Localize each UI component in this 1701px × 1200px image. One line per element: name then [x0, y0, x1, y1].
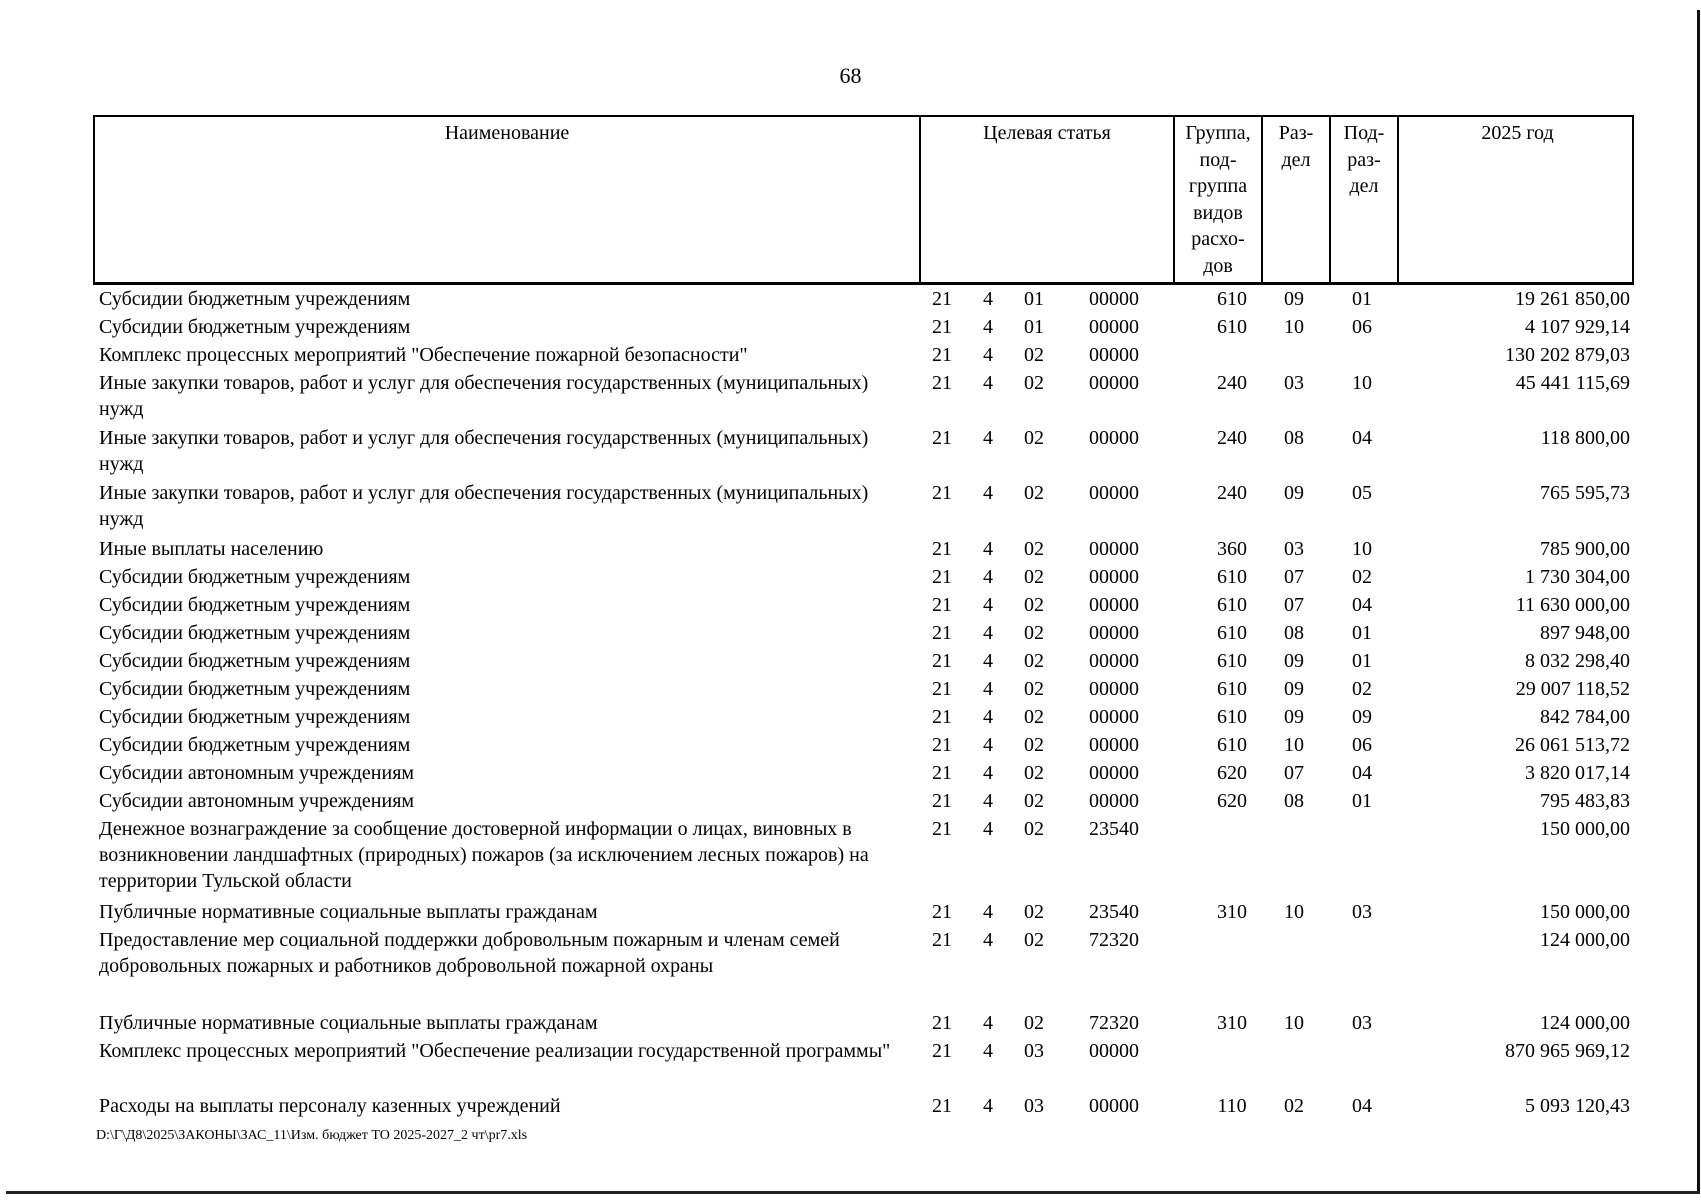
- row-section: 09: [1284, 706, 1304, 728]
- row-code-program: 21: [932, 734, 952, 756]
- row-expense-group: 610: [1217, 566, 1247, 588]
- row-name: Комплекс процессных мероприятий "Обеспечение реализации государственной программы": [99, 1040, 891, 1062]
- row-subsection: 01: [1352, 650, 1372, 672]
- row-code-subprogram: 4: [983, 1095, 993, 1117]
- row-amount: 150 000,00: [1540, 901, 1630, 923]
- row-code-program: 21: [932, 538, 952, 560]
- row-code-direction: 00000: [1089, 594, 1139, 616]
- row-amount: 29 007 118,52: [1515, 678, 1630, 700]
- row-name: Субсидии автономным учреждениям: [99, 762, 415, 784]
- row-code-direction: 00000: [1089, 344, 1139, 366]
- row-code-direction: 00000: [1089, 706, 1139, 728]
- row-code-program: 21: [932, 622, 952, 644]
- row-code-subprogram: 4: [983, 818, 993, 840]
- row-code-direction: 00000: [1089, 566, 1139, 588]
- row-code-program: 21: [932, 372, 952, 394]
- row-code-subprogram: 4: [983, 288, 993, 310]
- footer-file-path: D:\Г\Д8\2025\ЗАКОНЫ\ЗАС_11\Изм. бюджет ТО 2025-2027_2 чт\pr7.xls: [96, 1128, 528, 1143]
- row-code-structure: 02: [1024, 482, 1044, 504]
- row-expense-group: 240: [1217, 482, 1247, 504]
- row-section: 10: [1284, 1012, 1304, 1034]
- row-section: 10: [1284, 901, 1304, 923]
- row-code-subprogram: 4: [983, 706, 993, 728]
- row-code-program: 21: [932, 316, 952, 338]
- row-amount: 765 595,73: [1540, 482, 1630, 504]
- row-amount: 124 000,00: [1540, 1012, 1630, 1034]
- row-amount: 19 261 850,00: [1515, 288, 1630, 310]
- row-name: Субсидии бюджетным учреждениям: [99, 622, 411, 644]
- row-code-subprogram: 4: [983, 901, 993, 923]
- row-expense-group: 310: [1217, 1012, 1247, 1034]
- row-code-direction: 00000: [1089, 1095, 1139, 1117]
- row-code-program: 21: [932, 929, 952, 951]
- row-subsection: 06: [1352, 316, 1372, 338]
- row-amount: 150 000,00: [1540, 818, 1630, 840]
- page-frame-right: [1697, 10, 1700, 1193]
- row-code-structure: 02: [1024, 427, 1044, 449]
- row-code-subprogram: 4: [983, 538, 993, 560]
- row-code-subprogram: 4: [983, 372, 993, 394]
- row-amount: 26 061 513,72: [1515, 734, 1630, 756]
- row-amount: 870 965 969,12: [1505, 1040, 1630, 1062]
- row-code-structure: 02: [1024, 594, 1044, 616]
- row-section: 08: [1284, 622, 1304, 644]
- row-code-structure: 02: [1024, 706, 1044, 728]
- row-code-direction: 00000: [1089, 288, 1139, 310]
- row-expense-group: 360: [1217, 538, 1247, 560]
- row-code-structure: 02: [1024, 622, 1044, 644]
- row-code-program: 21: [932, 650, 952, 672]
- row-code-direction: 00000: [1089, 734, 1139, 756]
- row-code-program: 21: [932, 762, 952, 784]
- row-code-direction: 00000: [1089, 1040, 1139, 1062]
- row-amount: 124 000,00: [1540, 929, 1630, 951]
- header-target: Целевая статья: [983, 122, 1111, 144]
- row-name: Субсидии бюджетным учреждениям: [99, 288, 411, 310]
- row-code-structure: 02: [1024, 372, 1044, 394]
- row-code-program: 21: [932, 706, 952, 728]
- row-name: Расходы на выплаты персоналу казенных учреждений: [99, 1095, 561, 1117]
- row-name: Субсидии бюджетным учреждениям: [99, 594, 411, 616]
- row-code-structure: 02: [1024, 650, 1044, 672]
- row-expense-group: 610: [1217, 650, 1247, 672]
- row-subsection: 01: [1352, 288, 1372, 310]
- row-name: Иные закупки товаров, работ и услуг для обеспечения государственных (муниципальных) нужд: [99, 427, 869, 475]
- row-section: 02: [1284, 1095, 1304, 1117]
- row-code-subprogram: 4: [983, 734, 993, 756]
- page-number: 68: [839, 63, 862, 88]
- row-name: Субсидии бюджетным учреждениям: [99, 316, 411, 338]
- row-expense-group: 620: [1217, 790, 1247, 812]
- row-code-structure: 02: [1024, 818, 1044, 840]
- row-name: Публичные нормативные социальные выплаты гражданам: [99, 1012, 598, 1034]
- row-name: Иные выплаты населению: [99, 538, 324, 560]
- header-group: Группа, под- группа видов расхо- дов: [1185, 122, 1251, 277]
- row-expense-group: 610: [1217, 706, 1247, 728]
- row-name: Субсидии бюджетным учреждениям: [99, 678, 411, 700]
- row-code-subprogram: 4: [983, 427, 993, 449]
- header-year: 2025 год: [1481, 122, 1554, 144]
- row-code-program: 21: [932, 1040, 952, 1062]
- row-name: Субсидии бюджетным учреждениям: [99, 706, 411, 728]
- row-expense-group: 610: [1217, 594, 1247, 616]
- row-code-structure: 03: [1024, 1095, 1044, 1117]
- row-amount: 897 948,00: [1540, 622, 1630, 644]
- row-code-subprogram: 4: [983, 762, 993, 784]
- row-subsection: 05: [1352, 482, 1372, 504]
- row-section: 09: [1284, 288, 1304, 310]
- row-name: Денежное вознаграждение за сообщение достоверной информации о лицах, виновных в возникновении ландшафтных (природных) пожаров (за исключением лесных пожаров) на территории Тульской области: [99, 818, 869, 892]
- row-code-subprogram: 4: [983, 678, 993, 700]
- row-amount: 785 900,00: [1540, 538, 1630, 560]
- row-code-program: 21: [932, 344, 952, 366]
- row-code-program: 21: [932, 1012, 952, 1034]
- row-code-structure: 02: [1024, 734, 1044, 756]
- row-code-subprogram: 4: [983, 316, 993, 338]
- row-code-direction: 23540: [1089, 901, 1139, 923]
- row-code-direction: 00000: [1089, 678, 1139, 700]
- row-code-program: 21: [932, 288, 952, 310]
- row-code-structure: 02: [1024, 901, 1044, 923]
- row-name: Предоставление мер социальной поддержки добровольным пожарным и членам семей добровольных пожарных и работников добровольной пожарной охраны: [99, 929, 840, 977]
- row-code-subprogram: 4: [983, 594, 993, 616]
- row-name: Иные закупки товаров, работ и услуг для обеспечения государственных (муниципальных) нужд: [99, 372, 869, 420]
- row-code-structure: 02: [1024, 1012, 1044, 1034]
- row-name: Комплекс процессных мероприятий "Обеспечение пожарной безопасности": [99, 344, 748, 366]
- row-code-direction: 00000: [1089, 762, 1139, 784]
- row-code-subprogram: 4: [983, 482, 993, 504]
- row-code-direction: 72320: [1089, 1012, 1139, 1034]
- row-section: 07: [1284, 594, 1304, 616]
- row-subsection: 10: [1352, 538, 1372, 560]
- row-expense-group: 310: [1217, 901, 1247, 923]
- row-code-direction: 00000: [1089, 316, 1139, 338]
- row-amount: 795 483,83: [1540, 790, 1630, 812]
- row-code-direction: 00000: [1089, 427, 1139, 449]
- row-code-direction: 00000: [1089, 790, 1139, 812]
- row-expense-group: 610: [1217, 734, 1247, 756]
- row-section: 07: [1284, 762, 1304, 784]
- row-code-structure: 02: [1024, 678, 1044, 700]
- row-section: 03: [1284, 538, 1304, 560]
- row-amount: 45 441 115,69: [1515, 372, 1630, 394]
- row-section: 10: [1284, 734, 1304, 756]
- row-code-program: 21: [932, 678, 952, 700]
- row-expense-group: 610: [1217, 288, 1247, 310]
- row-code-direction: 00000: [1089, 650, 1139, 672]
- row-code-direction: 00000: [1089, 482, 1139, 504]
- row-subsection: 09: [1352, 706, 1372, 728]
- row-code-subprogram: 4: [983, 1040, 993, 1062]
- row-expense-group: 610: [1217, 622, 1247, 644]
- row-code-direction: 00000: [1089, 372, 1139, 394]
- row-name: Публичные нормативные социальные выплаты гражданам: [99, 901, 598, 923]
- row-amount: 4 107 929,14: [1525, 316, 1630, 338]
- row-code-structure: 03: [1024, 1040, 1044, 1062]
- row-section: 09: [1284, 678, 1304, 700]
- row-section: 09: [1284, 482, 1304, 504]
- row-expense-group: 620: [1217, 762, 1247, 784]
- row-name: Субсидии бюджетным учреждениям: [99, 734, 411, 756]
- row-code-program: 21: [932, 790, 952, 812]
- row-code-program: 21: [932, 427, 952, 449]
- row-code-direction: 00000: [1089, 538, 1139, 560]
- table-header: [93, 115, 1634, 285]
- row-code-program: 21: [932, 818, 952, 840]
- row-code-program: 21: [932, 594, 952, 616]
- row-code-direction: 23540: [1089, 818, 1139, 840]
- row-section: 07: [1284, 566, 1304, 588]
- row-code-subprogram: 4: [983, 790, 993, 812]
- row-code-structure: 02: [1024, 566, 1044, 588]
- row-section: 10: [1284, 316, 1304, 338]
- row-amount: 3 820 017,14: [1525, 762, 1630, 784]
- header-section: Раз- дел: [1278, 122, 1314, 171]
- row-name: Субсидии автономным учреждениям: [99, 790, 415, 812]
- row-section: 09: [1284, 650, 1304, 672]
- row-amount: 1 730 304,00: [1525, 566, 1630, 588]
- row-code-structure: 01: [1024, 316, 1044, 338]
- row-code-structure: 02: [1024, 790, 1044, 812]
- row-code-subprogram: 4: [983, 344, 993, 366]
- row-subsection: 01: [1352, 622, 1372, 644]
- row-code-structure: 02: [1024, 929, 1044, 951]
- row-code-direction: 72320: [1089, 929, 1139, 951]
- row-subsection: 06: [1352, 734, 1372, 756]
- row-code-program: 21: [932, 1095, 952, 1117]
- row-amount: 5 093 120,43: [1525, 1095, 1630, 1117]
- row-code-structure: 02: [1024, 762, 1044, 784]
- header-name: Наименование: [444, 122, 570, 144]
- row-subsection: 04: [1352, 594, 1372, 616]
- page-frame-bottom: [6, 1191, 1700, 1194]
- row-name: Субсидии бюджетным учреждениям: [99, 650, 411, 672]
- row-code-direction: 00000: [1089, 622, 1139, 644]
- row-expense-group: 240: [1217, 372, 1247, 394]
- row-code-subprogram: 4: [983, 566, 993, 588]
- row-section: 03: [1284, 372, 1304, 394]
- row-code-structure: 01: [1024, 288, 1044, 310]
- row-expense-group: 610: [1217, 316, 1247, 338]
- row-amount: 8 032 298,40: [1525, 650, 1630, 672]
- row-code-subprogram: 4: [983, 650, 993, 672]
- row-subsection: 02: [1352, 678, 1372, 700]
- row-amount: 130 202 879,03: [1505, 344, 1630, 366]
- row-expense-group: 110: [1217, 1095, 1247, 1117]
- row-name: Субсидии бюджетным учреждениям: [99, 566, 411, 588]
- row-subsection: 04: [1352, 427, 1372, 449]
- row-code-program: 21: [932, 482, 952, 504]
- row-subsection: 03: [1352, 901, 1372, 923]
- row-name: Иные закупки товаров, работ и услуг для обеспечения государственных (муниципальных) нужд: [99, 482, 869, 530]
- row-expense-group: 240: [1217, 427, 1247, 449]
- row-expense-group: 610: [1217, 678, 1247, 700]
- row-code-subprogram: 4: [983, 622, 993, 644]
- row-amount: 842 784,00: [1540, 706, 1630, 728]
- row-subsection: 01: [1352, 790, 1372, 812]
- row-code-program: 21: [932, 566, 952, 588]
- row-section: 08: [1284, 790, 1304, 812]
- row-code-subprogram: 4: [983, 1012, 993, 1034]
- row-code-subprogram: 4: [983, 929, 993, 951]
- row-code-program: 21: [932, 901, 952, 923]
- row-code-structure: 02: [1024, 538, 1044, 560]
- row-subsection: 04: [1352, 1095, 1372, 1117]
- row-section: 08: [1284, 427, 1304, 449]
- row-amount: 11 630 000,00: [1515, 594, 1630, 616]
- row-subsection: 03: [1352, 1012, 1372, 1034]
- row-subsection: 10: [1352, 372, 1372, 394]
- row-code-structure: 02: [1024, 344, 1044, 366]
- row-subsection: 02: [1352, 566, 1372, 588]
- row-amount: 118 800,00: [1540, 427, 1630, 449]
- header-subsection: Под- раз- дел: [1343, 122, 1385, 197]
- row-subsection: 04: [1352, 762, 1372, 784]
